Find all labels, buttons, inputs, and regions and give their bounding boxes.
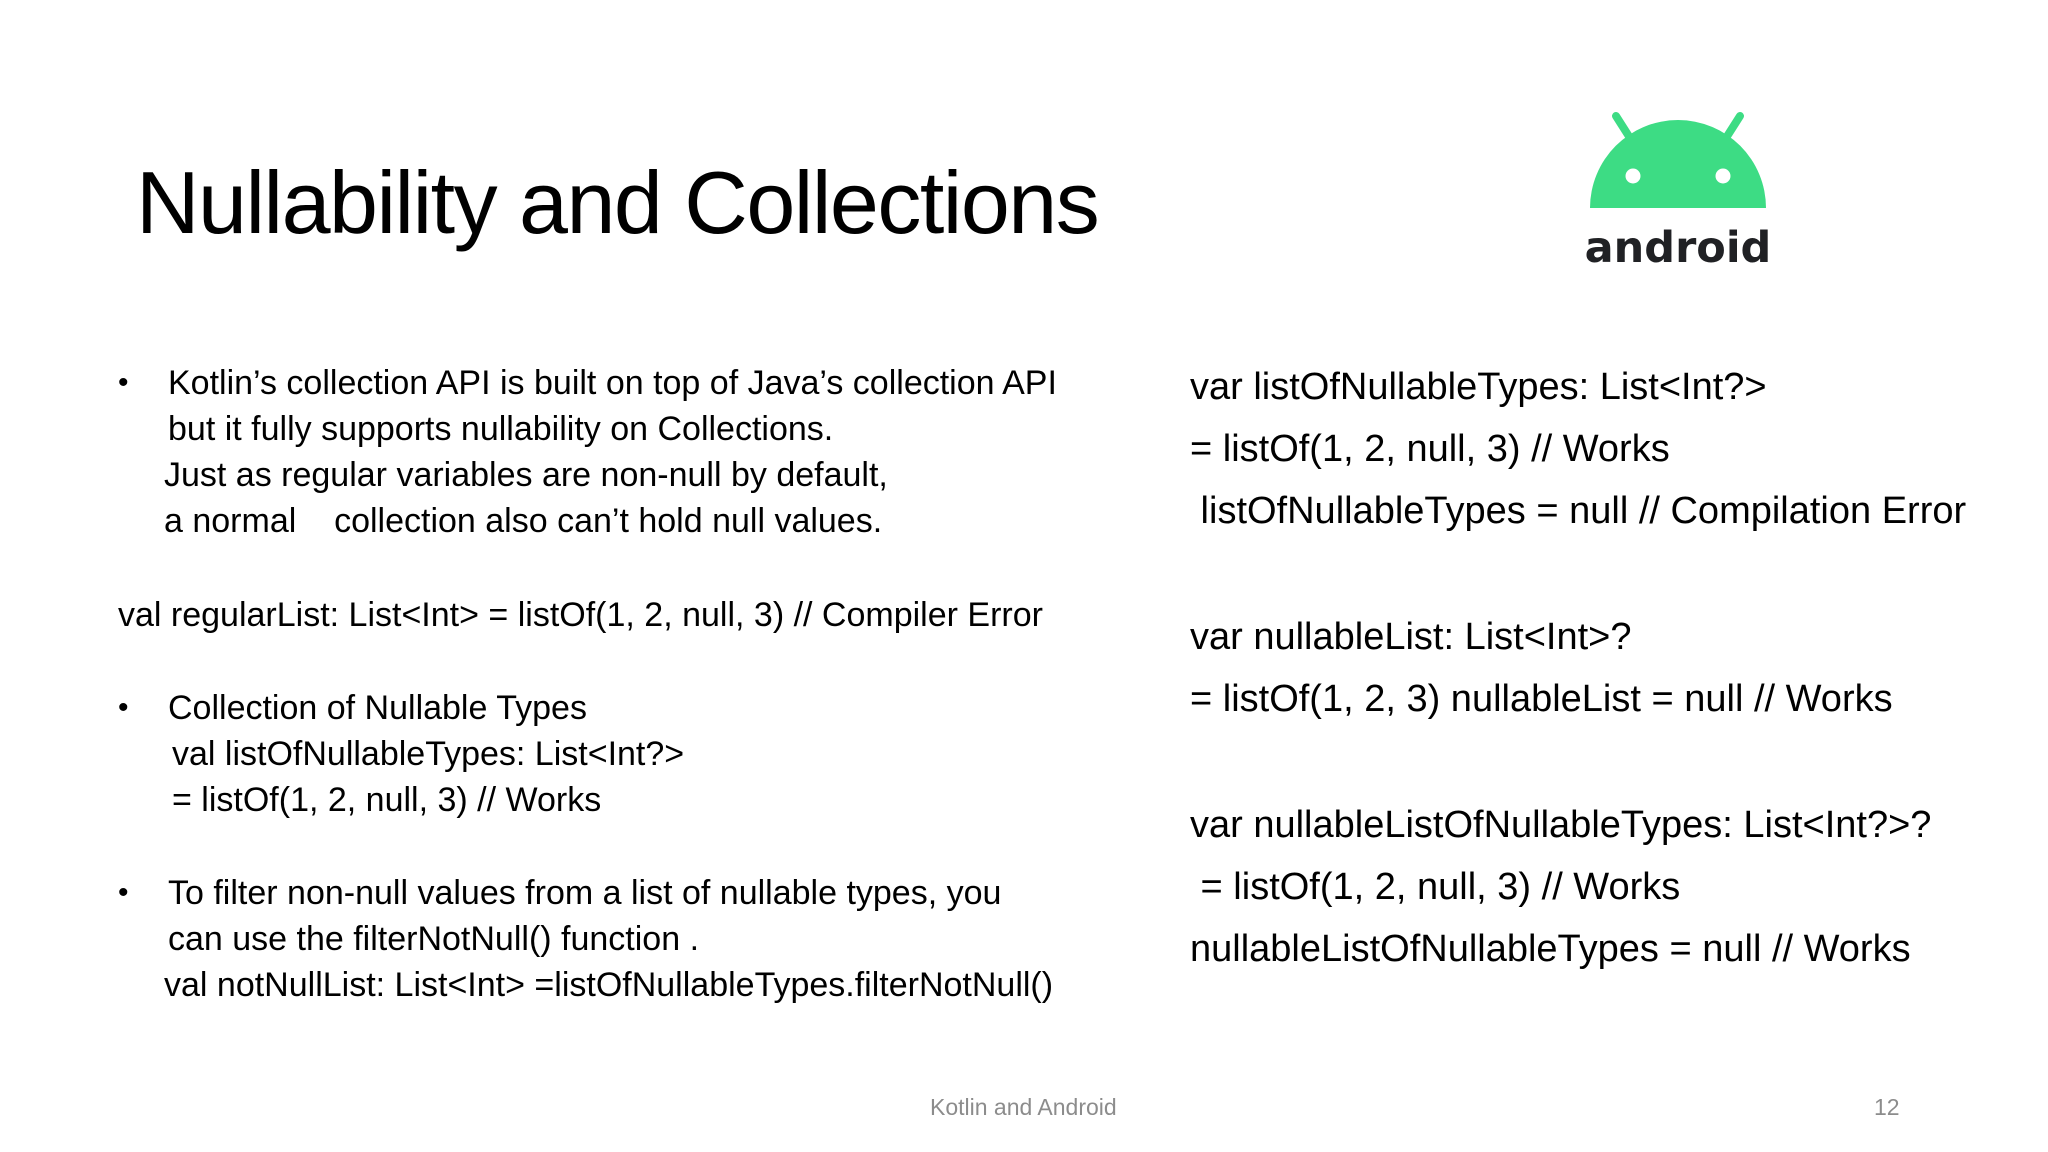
slide-number: 12 <box>1874 1094 1900 1120</box>
bullet-marker: • <box>118 691 129 724</box>
right-code-line-7: = listOf(1, 2, null, 3) // Works <box>1190 866 1681 908</box>
android-robot-icon <box>1578 104 1778 274</box>
right-code-line-3: listOfNullableTypes = null // Compilation Error <box>1190 490 1967 532</box>
right-code-line-8: nullableListOfNullableTypes = null // Works <box>1190 928 1911 970</box>
slide-title: Nullability and Collections <box>136 153 1099 252</box>
bullet-1-line-1: Kotlin’s collection API is built on top of Java’s collection API <box>168 364 1057 402</box>
bullet-1-line-4: a normal collection also can’t hold null values. <box>164 502 883 540</box>
android-logo-text: android <box>1584 223 1772 273</box>
bullet-1-line-3: Just as regular variables are non-null by default, <box>164 456 888 494</box>
right-code-line-5: = listOf(1, 2, 3) nullableList = null // Works <box>1190 678 1893 720</box>
bullet-3-line-1: To filter non-null values from a list of nullable types, you <box>168 874 1002 912</box>
bullet-3-line-3: val notNullList: List<Int> =listOfNullableTypes.filterNotNull() <box>164 966 1054 1004</box>
right-code-line-6: var nullableListOfNullableTypes: List<Int?>? <box>1190 804 1932 846</box>
bullet-marker: • <box>118 876 129 909</box>
bullet-3-line-2: can use the filterNotNull() function . <box>168 920 700 958</box>
code-regular-list: val regularList: List<Int> = listOf(1, 2, null, 3) // Compiler Error <box>118 596 1043 634</box>
bullet-2-line-2: val listOfNullableTypes: List<Int?> <box>172 735 685 773</box>
bullet-1-line-2: but it fully supports nullability on Collections. <box>168 410 834 448</box>
footer-text: Kotlin and Android <box>930 1094 1117 1120</box>
bullet-marker: • <box>118 366 129 399</box>
bullet-2-line-1: Collection of Nullable Types <box>168 689 587 727</box>
right-code-line-2: = listOf(1, 2, null, 3) // Works <box>1190 428 1670 470</box>
right-code-line-1: var listOfNullableTypes: List<Int?> <box>1190 366 1767 408</box>
android-logo <box>1578 104 1778 274</box>
bullet-2-line-3: = listOf(1, 2, null, 3) // Works <box>172 781 602 819</box>
right-code-line-4: var nullableList: List<Int>? <box>1190 616 1632 658</box>
